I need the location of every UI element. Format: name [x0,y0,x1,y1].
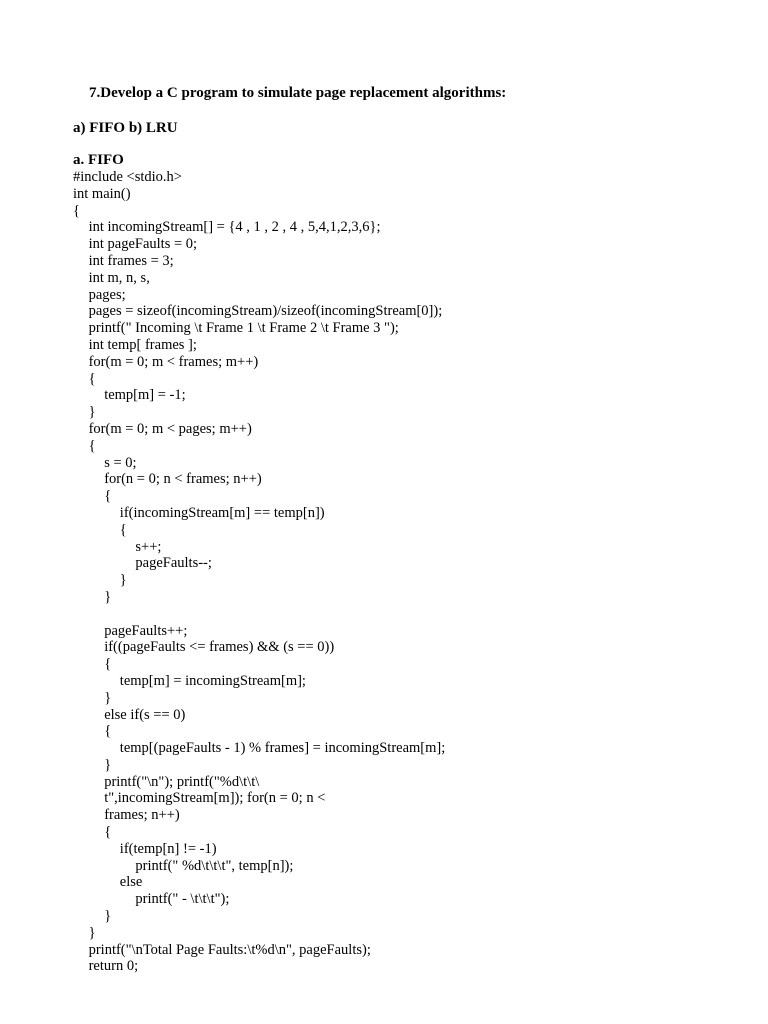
code-line: { [88,370,96,387]
code-line: pages = sizeof(incomingStream)/sizeof(incomingStream[0]); [88,303,443,320]
code-line: } [104,689,112,706]
code-line: temp[m] = incomingStream[m]; [119,672,306,689]
code-line: t",incomingStream[m]); for(n = 0; n < [104,790,326,807]
code-line: int frames = 3; [88,252,174,269]
code-line: if(incomingStream[m] == temp[n]) [119,504,325,521]
section-title: a. FIFO [73,152,124,168]
code-line: printf("\n"); printf("%d\t\t\ [104,773,260,790]
code-line: temp[(pageFaults - 1) % frames] = incomingStream[m]; [119,740,446,757]
code-line: int pageFaults = 0; [88,236,198,253]
code-line: } [119,572,127,589]
code-line: } [88,404,96,421]
code-line: int temp[ frames ]; [88,336,197,353]
code-line: printf(" %d\t\t\t", temp[n]); [135,857,294,874]
code-line: #include <stdio.h> [73,169,182,185]
code-line: printf(" - \t\t\t"); [135,891,230,908]
code-line: { [104,824,112,841]
question-title: 7.Develop a C program to simulate page replacement algorithms: [89,85,507,101]
code-line: else if(s == 0) [104,706,186,723]
code-line: { [104,723,112,740]
code-line: for(n = 0; n < frames; n++) [104,471,262,488]
code-line: pages; [88,286,126,303]
code-line: int main() [73,185,131,202]
code-line: } [104,908,112,925]
code-line: pageFaults++; [104,622,188,639]
code-line: { [104,656,112,673]
code-line: else [119,874,143,891]
code-line: if(temp[n] != -1) [119,840,217,857]
code-line: temp[m] = -1; [104,387,186,404]
code-line: } [104,756,112,773]
code-line: frames; n++) [104,807,180,824]
code-line: { [119,521,127,538]
question-parts: a) FIFO b) LRU [73,120,178,136]
code-block [73,169,445,975]
code-line: { [73,202,80,219]
code-line: if((pageFaults <= frames) && (s == 0)) [104,639,335,656]
code-line: s++; [135,538,162,555]
code-line: int incomingStream[] = {4 , 1 , 2 , 4 , 5,4,1,2,3,6}; [88,219,381,236]
code-line [73,606,445,623]
code-line: for(m = 0; m < pages; m++) [88,420,252,437]
code-line: { [88,437,96,454]
code-line: printf(" Incoming \t Frame 1 \t Frame 2 \t Frame 3 "); [88,320,399,337]
code-line: return 0; [88,958,139,975]
code-line: } [104,588,112,605]
code-line: { [104,488,112,505]
code-line: pageFaults--; [135,555,212,572]
code-line: int m, n, s, [88,269,150,286]
code-line: s = 0; [104,454,137,471]
code-line: printf("\nTotal Page Faults:\t%d\n", pageFaults); [88,941,371,958]
code-line: } [88,924,96,941]
code-line: for(m = 0; m < frames; m++) [88,353,259,370]
